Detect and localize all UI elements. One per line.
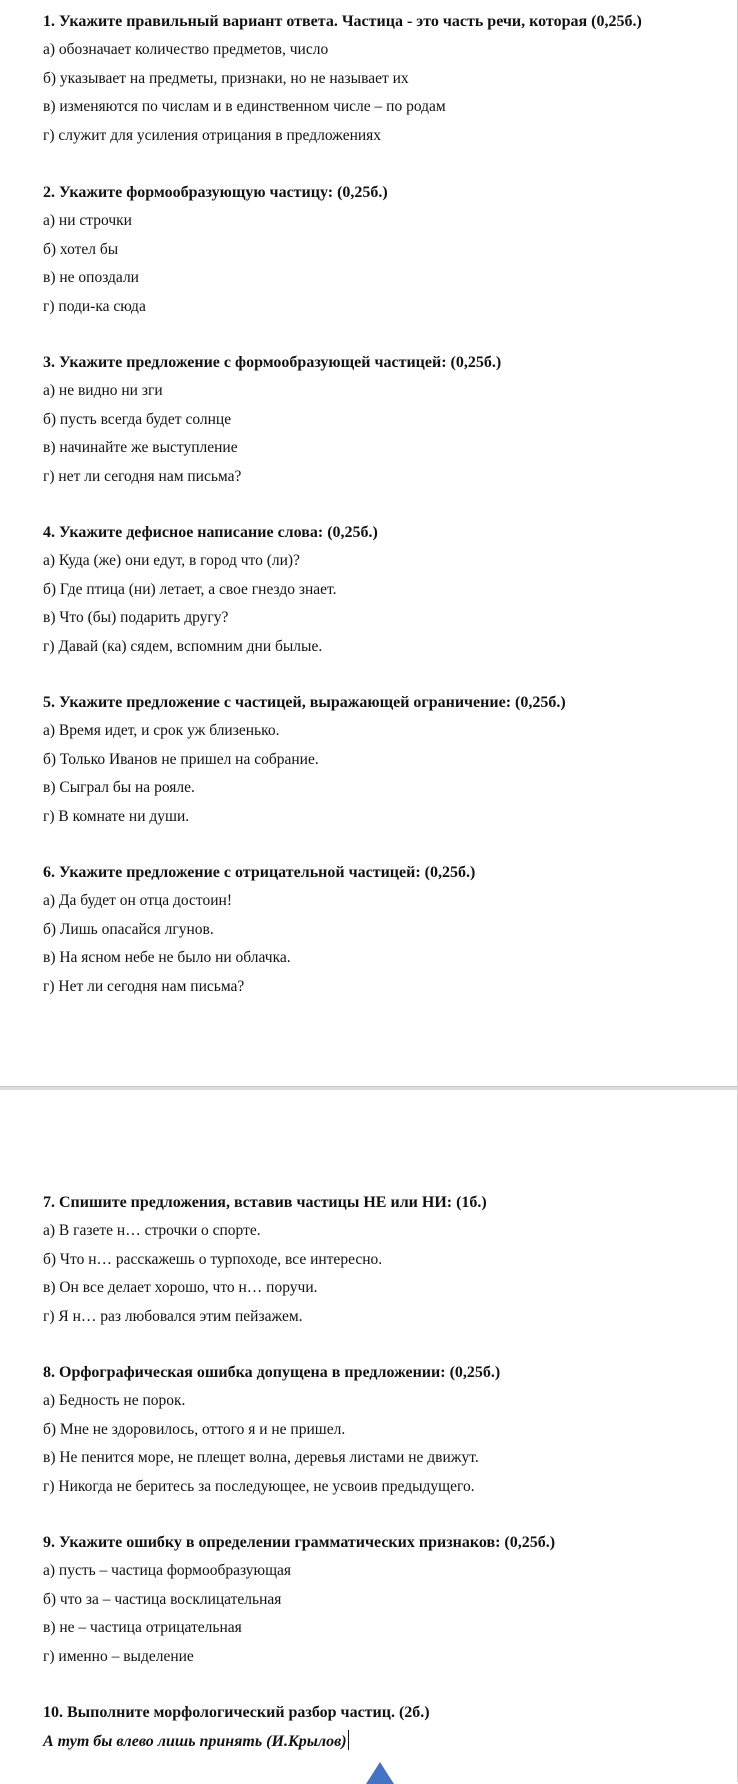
answer-option: а) пусть – частица формообразующая xyxy=(43,1562,292,1579)
answer-option: в) изменяются по числам и в единственном числе – по родам xyxy=(43,98,446,115)
document-page-2 xyxy=(0,1090,738,1782)
answer-option: б) Только Иванов не пришел на собрание. xyxy=(43,750,319,768)
answer-option: в) не – частица отрицательная xyxy=(43,1619,242,1636)
selection-handle-icon[interactable] xyxy=(366,1762,394,1784)
answer-option: а) Да будет он отца достоин! xyxy=(43,892,232,909)
question-4 xyxy=(43,523,378,664)
question-title: 10. Выполните морфологический разбор частиц. (2б.) xyxy=(43,1704,430,1721)
question-8 xyxy=(43,1363,500,1504)
text-cursor xyxy=(348,1730,349,1750)
question-title: 2. Укажите формообразующую частицу: (0,25б.) xyxy=(43,184,388,201)
answer-option: в) начинайте же выступление xyxy=(43,439,238,456)
question-1 xyxy=(43,12,642,153)
answer-option: б) что за – частица восклицательная xyxy=(43,1590,282,1608)
answer-option: г) именно – выделение xyxy=(43,1647,194,1665)
question-title: 7. Спишите предложения, вставив частицы НЕ или НИ: (1б.) xyxy=(43,1194,487,1211)
answer-option: г) поди-ка сюда xyxy=(43,297,146,315)
answer-option: г) служит для усиления отрицания в предложениях xyxy=(43,126,382,144)
answer-option: в) Он все делает хорошо, что н… поручи. xyxy=(43,1279,318,1296)
question-7 xyxy=(43,1193,487,1334)
question-2 xyxy=(43,183,388,324)
answer-option: б) Мне не здоровилось, оттого я и не пришел. xyxy=(43,1420,346,1438)
answer-option: в) не опоздали xyxy=(43,269,139,286)
answer-option: г) Никогда не беритесь за последующее, не усвоив предыдущего. xyxy=(43,1477,475,1495)
answer-option: б) Где птица (ни) летает, а свое гнездо знает. xyxy=(43,580,337,598)
text-input-line[interactable] xyxy=(43,1730,430,1752)
question-title: 3. Укажите предложение с формообразующей частицей: (0,25б.) xyxy=(43,354,502,371)
answer-option: а) Время идет, и срок уж близенько. xyxy=(43,722,280,739)
answer-option: а) В газете н… строчки о спорте. xyxy=(43,1222,261,1239)
answer-option: г) Нет ли сегодня нам письма? xyxy=(43,977,245,995)
answer-option: б) пусть всегда будет солнце xyxy=(43,410,232,428)
answer-option: б) Лишь опасайся лгунов. xyxy=(43,920,214,938)
question-title: 1. Укажите правильный вариант ответа. Частица - это часть речи, которая (0,25б.) xyxy=(43,13,642,30)
answer-option: в) Что (бы) подарить другу? xyxy=(43,609,229,626)
quote-sentence: А тут бы влево лишь принять (И.Крылов) xyxy=(43,1733,347,1750)
answer-option: б) указывает на предметы, признаки, но не называет их xyxy=(43,69,409,87)
question-5 xyxy=(43,693,566,834)
answer-option: г) Я н… раз любовался этим пейзажем. xyxy=(43,1307,303,1325)
answer-option: б) хотел бы xyxy=(43,240,119,258)
question-6 xyxy=(43,863,475,1004)
question-title: 8. Орфографическая ошибка допущена в предложении: (0,25б.) xyxy=(43,1364,501,1381)
answer-option: а) Бедность не порок. xyxy=(43,1392,186,1409)
answer-option: г) нет ли сегодня нам письма? xyxy=(43,467,242,485)
answer-option: в) Сыграл бы на рояле. xyxy=(43,779,195,796)
question-title: 5. Укажите предложение с частицей, выражающей ограничение: (0,25б.) xyxy=(43,694,566,711)
answer-option: а) не видно ни зги xyxy=(43,382,163,399)
answer-option: а) Куда (же) они едут, в город что (ли)? xyxy=(43,552,300,569)
answer-option: г) Давай (ка) сядем, вспомним дни былые. xyxy=(43,637,323,655)
question-10 xyxy=(43,1703,430,1752)
answer-option: а) обозначает количество предметов, число xyxy=(43,41,329,58)
question-title: 9. Укажите ошибку в определении грамматических признаков: (0,25б.) xyxy=(43,1534,556,1551)
question-title: 6. Укажите предложение с отрицательной частицей: (0,25б.) xyxy=(43,864,476,881)
answer-option: а) ни строчки xyxy=(43,212,132,229)
question-9 xyxy=(43,1533,555,1674)
question-title: 4. Укажите дефисное написание слова: (0,25б.) xyxy=(43,524,378,541)
answer-option: в) На ясном небе не было ни облачка. xyxy=(43,949,291,966)
question-3 xyxy=(43,353,501,494)
answer-option: в) Не пенится море, не плещет волна, деревья листами не движут. xyxy=(43,1449,479,1466)
answer-option: г) В комнате ни души. xyxy=(43,807,190,825)
answer-option: б) Что н… расскажешь о турпоходе, все интересно. xyxy=(43,1250,383,1268)
